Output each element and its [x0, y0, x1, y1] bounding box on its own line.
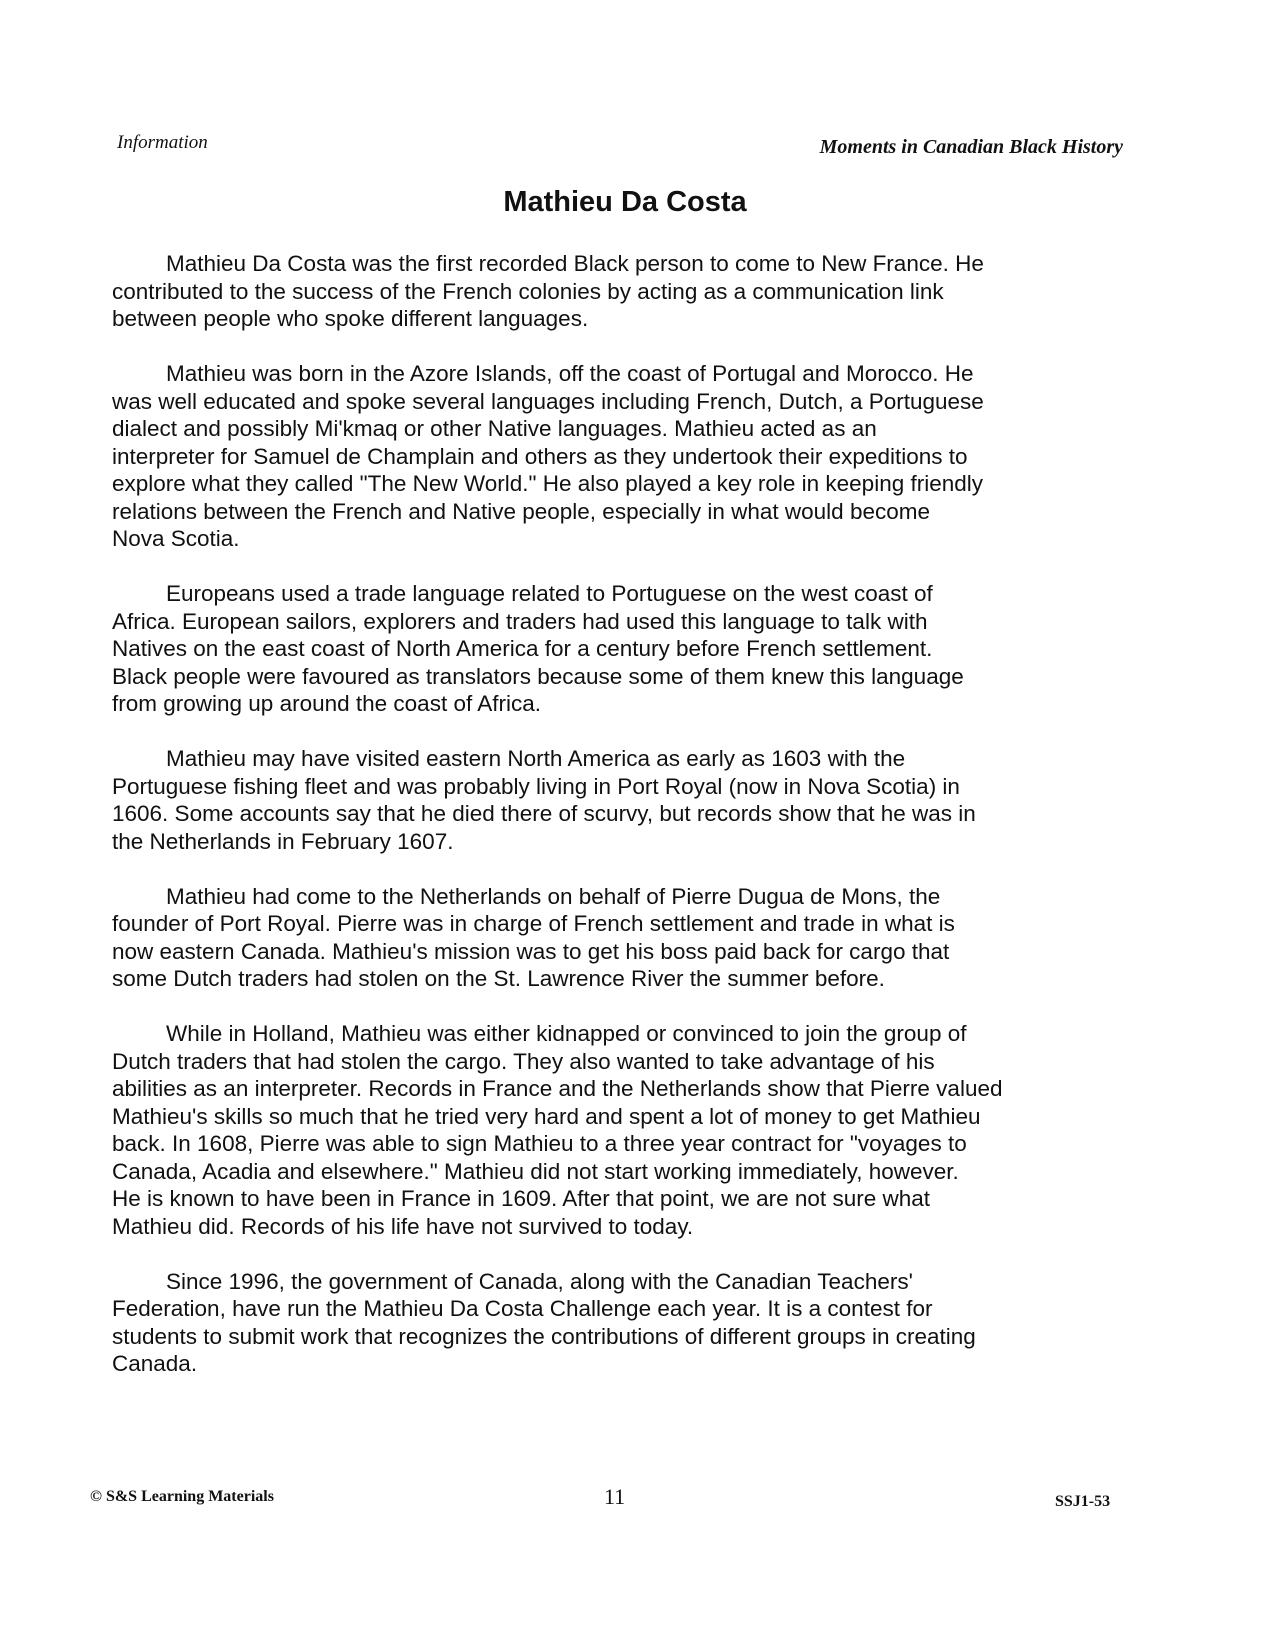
copyright: © S&S Learning Materials [90, 1488, 274, 1505]
text-line: Dutch traders that had stolen the cargo. They also wanted to take advantage of his [112, 1048, 935, 1074]
book-title: Moments in Canadian Black History [819, 136, 1123, 158]
text-line: between people who spoke different languages. [112, 306, 589, 331]
text-line: Canada, Acadia and elsewhere." Mathieu did not start working immediately, however. [112, 1158, 959, 1184]
text-line: contributed to the success of the French colonies by acting as a communication link [112, 278, 944, 304]
text-line: now eastern Canada. Mathieu's mission was to get his boss paid back for cargo that [112, 938, 950, 964]
paragraph [112, 360, 1132, 553]
text-line: abilities as an interpreter. Records in France and the Netherlands show that Pierre valued [112, 1076, 1003, 1101]
page-number: 11 [604, 1484, 626, 1509]
text-line: back. In 1608, Pierre was able to sign Mathieu to a three year contract for "voyages to [112, 1131, 967, 1156]
text-line: Portuguese fishing fleet and was probably living in Port Royal (now in Nova Scotia) in [112, 773, 960, 799]
text-line: Mathieu was born in the Azore Islands, off the coast of Portugal and Morocco. He [166, 361, 974, 386]
text-line: some Dutch traders had stolen on the St. Lawrence River the summer before. [112, 966, 885, 991]
text-line: He is known to have been in France in 1609. After that point, we are not sure what [112, 1186, 930, 1211]
text-line: interpreter for Samuel de Champlain and others as they undertook their expeditions to [112, 443, 968, 469]
text-line: explore what they called "The New World." He also played a key role in keeping friendly [112, 471, 984, 496]
text-line: Since 1996, the government of Canada, along with the Canadian Teachers' [166, 1268, 913, 1294]
section-label: Information [117, 132, 208, 153]
text-line: Mathieu Da Costa was the first recorded Black person to come to New France. He [166, 251, 984, 276]
text-line: Black people were favoured as translators because some of them knew this language [112, 663, 964, 689]
text-line: Federation, have run the Mathieu Da Costa Challenge each year. It is a contest for [112, 1296, 933, 1321]
text-line: Natives on the east coast of North America for a century before French settlement. [112, 636, 933, 661]
article-body [112, 250, 1132, 1405]
paragraph [112, 883, 1132, 993]
text-line: relations between the French and Native people, especially in what would become [112, 498, 930, 524]
text-line: Mathieu had come to the Netherlands on behalf of Pierre Dugua de Mons, the [166, 883, 941, 909]
paragraph [112, 1268, 1132, 1378]
text-line: Mathieu may have visited eastern North America as early as 1603 with the [166, 746, 906, 771]
text-line: Africa. European sailors, explorers and traders had used this language to talk with [112, 608, 928, 634]
text-line: Canada. [112, 1351, 198, 1376]
page-title: Mathieu Da Costa [503, 186, 747, 218]
text-line: Europeans used a trade language related to Portuguese on the west coast of [166, 581, 933, 606]
paragraph [112, 745, 1132, 855]
paragraph [112, 1020, 1132, 1240]
text-line: 1606. Some accounts say that he died there of scurvy, but records show that he was in [112, 801, 976, 826]
text-line: students to submit work that recognizes the contributions of different groups in creating [112, 1323, 976, 1349]
text-line: the Netherlands in February 1607. [112, 828, 454, 854]
paragraph [112, 250, 1132, 333]
text-line: from growing up around the coast of Africa. [112, 691, 541, 716]
text-line: Mathieu did. Records of his life have not survived to today. [112, 1213, 694, 1239]
text-line: Nova Scotia. [112, 526, 240, 551]
paragraph [112, 580, 1132, 718]
text-line: founder of Port Royal. Pierre was in charge of French settlement and trade in what is [112, 911, 955, 936]
product-code: SSJ1-53 [1055, 1493, 1111, 1510]
text-line: was well educated and spoke several languages including French, Dutch, a Portuguese [112, 388, 984, 414]
text-line: dialect and possibly Mi'kmaq or other Native languages. Mathieu acted as an [112, 416, 877, 441]
text-line: Mathieu's skills so much that he tried very hard and spent a lot of money to get Mathieu [112, 1103, 981, 1129]
text-line: While in Holland, Mathieu was either kidnapped or convinced to join the group of [166, 1021, 967, 1046]
